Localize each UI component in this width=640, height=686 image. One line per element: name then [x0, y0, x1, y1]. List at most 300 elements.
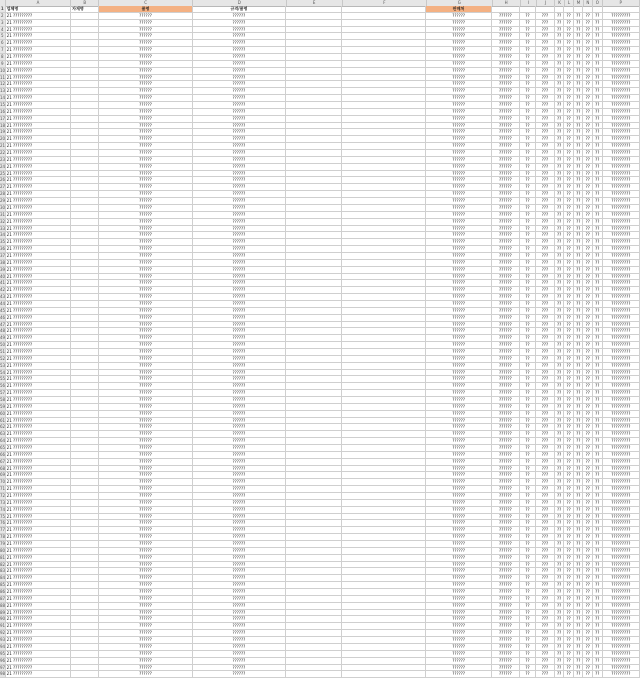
cell-a[interactable]: 21 ?????????: [6, 418, 71, 424]
cell-p[interactable]: ?????????: [603, 555, 640, 561]
cell-j[interactable]: ???: [536, 301, 555, 307]
cell-e[interactable]: [286, 514, 342, 520]
cell-a[interactable]: 21 ?????????: [6, 404, 71, 410]
cell-f[interactable]: [342, 596, 426, 602]
cell-a[interactable]: 21 ?????????: [6, 88, 71, 94]
cell-c[interactable]: ??????: [99, 370, 192, 376]
cell-g[interactable]: ??????: [426, 424, 491, 430]
cell-m[interactable]: ??: [574, 315, 584, 321]
cell-h[interactable]: ??????: [492, 328, 520, 334]
row-number[interactable]: 10: [0, 67, 6, 73]
cell-l[interactable]: ??: [564, 212, 574, 218]
cell-k[interactable]: ??: [555, 184, 565, 190]
cell-m[interactable]: ??: [574, 418, 584, 424]
cell-g[interactable]: ??????: [426, 383, 491, 389]
cell-j[interactable]: ???: [536, 322, 555, 328]
cell-a[interactable]: 21 ?????????: [6, 54, 71, 60]
cell-a[interactable]: 21 ?????????: [6, 171, 71, 177]
cell-e[interactable]: [286, 541, 342, 547]
cell-e[interactable]: [286, 671, 342, 677]
cell-g[interactable]: ??????: [426, 445, 491, 451]
cell-o[interactable]: ??: [593, 253, 603, 259]
cell-a[interactable]: 21 ?????????: [6, 671, 71, 677]
row-number[interactable]: 21: [0, 143, 6, 149]
cell-g[interactable]: ??????: [426, 150, 491, 156]
cell-m[interactable]: ??: [574, 479, 584, 485]
cell-b[interactable]: [71, 630, 99, 636]
cell-m[interactable]: ??: [574, 68, 584, 74]
cell-n[interactable]: ??: [583, 191, 593, 197]
cell-c[interactable]: ??????: [99, 610, 192, 616]
cell-p[interactable]: ?????????: [603, 27, 640, 33]
cell-i[interactable]: ??: [520, 232, 536, 238]
cell-l[interactable]: ??: [564, 33, 574, 39]
cell-h[interactable]: ??????: [492, 219, 520, 225]
cell-j[interactable]: ???: [536, 520, 555, 526]
cell-i[interactable]: ??: [520, 61, 536, 67]
cell-l[interactable]: ??: [564, 541, 574, 547]
cell-c[interactable]: ??????: [99, 589, 192, 595]
cell-j[interactable]: ???: [536, 500, 555, 506]
cell-n[interactable]: ??: [583, 33, 593, 39]
cell-i[interactable]: ??: [520, 644, 536, 650]
cell-f[interactable]: [342, 239, 426, 245]
cell-k[interactable]: ??: [555, 596, 565, 602]
cell-b[interactable]: [71, 308, 99, 314]
cell-o[interactable]: ??: [593, 548, 603, 554]
cell-g[interactable]: ??????: [426, 239, 491, 245]
cell-g[interactable]: ??????: [426, 390, 491, 396]
cell-c[interactable]: ??????: [99, 493, 192, 499]
row-number[interactable]: 43: [0, 294, 6, 300]
cell-j[interactable]: ???: [536, 226, 555, 232]
cell-j[interactable]: ???: [536, 164, 555, 170]
cell-n[interactable]: ??: [583, 603, 593, 609]
cell-g[interactable]: ??????: [426, 658, 491, 664]
cell-n[interactable]: ??: [583, 150, 593, 156]
cell-l[interactable]: ??: [564, 363, 574, 369]
cell-m[interactable]: ??: [574, 671, 584, 677]
cell-m[interactable]: ??: [574, 81, 584, 87]
header-cell-m[interactable]: [574, 6, 584, 12]
row-number[interactable]: 53: [0, 362, 6, 368]
row-number[interactable]: 56: [0, 383, 6, 389]
cell-g[interactable]: ??????: [426, 13, 491, 19]
cell-d[interactable]: ??????: [193, 356, 286, 362]
cell-c[interactable]: ??????: [99, 171, 192, 177]
cell-p[interactable]: ?????????: [603, 623, 640, 629]
cell-i[interactable]: ??: [520, 150, 536, 156]
cell-b[interactable]: [71, 445, 99, 451]
cell-o[interactable]: ??: [593, 479, 603, 485]
cell-d[interactable]: ??????: [193, 637, 286, 643]
cell-o[interactable]: ??: [593, 287, 603, 293]
cell-e[interactable]: [286, 644, 342, 650]
cell-c[interactable]: ??????: [99, 219, 192, 225]
cell-h[interactable]: ??????: [492, 651, 520, 657]
cell-l[interactable]: ??: [564, 280, 574, 286]
cell-d[interactable]: ??????: [193, 383, 286, 389]
cell-m[interactable]: ??: [574, 280, 584, 286]
cell-e[interactable]: [286, 383, 342, 389]
cell-a[interactable]: 21 ?????????: [6, 267, 71, 273]
cell-n[interactable]: ??: [583, 157, 593, 163]
cell-a[interactable]: 21 ?????????: [6, 637, 71, 643]
cell-h[interactable]: ??????: [492, 184, 520, 190]
cell-g[interactable]: ??????: [426, 280, 491, 286]
cell-i[interactable]: ??: [520, 260, 536, 266]
cell-a[interactable]: 21 ?????????: [6, 150, 71, 156]
cell-b[interactable]: [71, 582, 99, 588]
cell-i[interactable]: ??: [520, 665, 536, 671]
cell-f[interactable]: [342, 301, 426, 307]
cell-f[interactable]: [342, 47, 426, 53]
cell-n[interactable]: ??: [583, 500, 593, 506]
cell-l[interactable]: ??: [564, 616, 574, 622]
cell-a[interactable]: 21 ?????????: [6, 287, 71, 293]
cell-j[interactable]: ???: [536, 191, 555, 197]
cell-c[interactable]: ??????: [99, 150, 192, 156]
cell-l[interactable]: ??: [564, 370, 574, 376]
cell-a[interactable]: 21 ?????????: [6, 322, 71, 328]
cell-l[interactable]: ??: [564, 390, 574, 396]
cell-a[interactable]: 21 ?????????: [6, 555, 71, 561]
cell-d[interactable]: ??????: [193, 143, 286, 149]
cell-e[interactable]: [286, 184, 342, 190]
cell-p[interactable]: ?????????: [603, 411, 640, 417]
cell-c[interactable]: ??????: [99, 424, 192, 430]
header-cell-b[interactable]: 자재명: [71, 6, 99, 12]
row-number[interactable]: 69: [0, 472, 6, 478]
cell-o[interactable]: ??: [593, 226, 603, 232]
cell-l[interactable]: ??: [564, 27, 574, 33]
cell-d[interactable]: ??????: [193, 260, 286, 266]
cell-o[interactable]: ??: [593, 322, 603, 328]
cell-k[interactable]: ??: [555, 452, 565, 458]
cell-f[interactable]: [342, 527, 426, 533]
cell-l[interactable]: ??: [564, 75, 574, 81]
cell-j[interactable]: ???: [536, 212, 555, 218]
cell-n[interactable]: ??: [583, 260, 593, 266]
row-number[interactable]: 88: [0, 602, 6, 608]
cell-k[interactable]: ??: [555, 383, 565, 389]
cell-o[interactable]: ??: [593, 356, 603, 362]
column-header-m[interactable]: M: [574, 0, 583, 6]
cell-a[interactable]: 21 ?????????: [6, 596, 71, 602]
cell-i[interactable]: ??: [520, 143, 536, 149]
cell-m[interactable]: ??: [574, 534, 584, 540]
cell-k[interactable]: ??: [555, 219, 565, 225]
cell-j[interactable]: ???: [536, 651, 555, 657]
cell-m[interactable]: ??: [574, 445, 584, 451]
header-cell-e[interactable]: [286, 6, 342, 12]
cell-f[interactable]: [342, 260, 426, 266]
cell-i[interactable]: ??: [520, 253, 536, 259]
cell-c[interactable]: ??????: [99, 246, 192, 252]
cell-f[interactable]: [342, 665, 426, 671]
cell-o[interactable]: ??: [593, 370, 603, 376]
cell-o[interactable]: ??: [593, 205, 603, 211]
cell-f[interactable]: [342, 308, 426, 314]
row-number[interactable]: 27: [0, 184, 6, 190]
cell-o[interactable]: ??: [593, 150, 603, 156]
cell-n[interactable]: ??: [583, 54, 593, 60]
cell-m[interactable]: ??: [574, 129, 584, 135]
cell-i[interactable]: ??: [520, 315, 536, 321]
cell-h[interactable]: ??????: [492, 322, 520, 328]
header-cell-d[interactable]: 규격/품명: [193, 6, 286, 12]
cell-c[interactable]: ??????: [99, 260, 192, 266]
cell-g[interactable]: ??????: [426, 555, 491, 561]
cell-o[interactable]: ??: [593, 644, 603, 650]
cell-h[interactable]: ??????: [492, 507, 520, 513]
cell-f[interactable]: [342, 541, 426, 547]
cell-o[interactable]: ??: [593, 116, 603, 122]
cell-a[interactable]: 21 ?????????: [6, 143, 71, 149]
cell-i[interactable]: ??: [520, 424, 536, 430]
cell-h[interactable]: ??????: [492, 562, 520, 568]
cell-l[interactable]: ??: [564, 102, 574, 108]
cell-l[interactable]: ??: [564, 452, 574, 458]
cell-f[interactable]: [342, 287, 426, 293]
cell-b[interactable]: [71, 54, 99, 60]
cell-f[interactable]: [342, 177, 426, 183]
cell-l[interactable]: ??: [564, 136, 574, 142]
cell-l[interactable]: ??: [564, 143, 574, 149]
cell-a[interactable]: 21 ?????????: [6, 486, 71, 492]
cell-a[interactable]: 21 ?????????: [6, 658, 71, 664]
cell-e[interactable]: [286, 589, 342, 595]
cell-p[interactable]: ?????????: [603, 287, 640, 293]
cell-k[interactable]: ??: [555, 472, 565, 478]
cell-o[interactable]: ??: [593, 68, 603, 74]
cell-k[interactable]: ??: [555, 514, 565, 520]
cell-k[interactable]: ??: [555, 54, 565, 60]
cell-c[interactable]: ??????: [99, 548, 192, 554]
cell-o[interactable]: ??: [593, 109, 603, 115]
cell-j[interactable]: ???: [536, 81, 555, 87]
cell-b[interactable]: [71, 548, 99, 554]
cell-o[interactable]: ??: [593, 136, 603, 142]
cell-f[interactable]: [342, 562, 426, 568]
column-header-l[interactable]: L: [565, 0, 574, 6]
cell-j[interactable]: ???: [536, 575, 555, 581]
cell-o[interactable]: ??: [593, 541, 603, 547]
cell-k[interactable]: ??: [555, 20, 565, 26]
cell-b[interactable]: [71, 294, 99, 300]
cell-i[interactable]: ??: [520, 109, 536, 115]
cell-i[interactable]: ??: [520, 33, 536, 39]
cell-p[interactable]: ?????????: [603, 116, 640, 122]
cell-c[interactable]: ??????: [99, 349, 192, 355]
cell-i[interactable]: ??: [520, 431, 536, 437]
cell-b[interactable]: [71, 171, 99, 177]
cell-g[interactable]: ??????: [426, 232, 491, 238]
cell-h[interactable]: ??????: [492, 27, 520, 33]
cell-l[interactable]: ??: [564, 671, 574, 677]
row-number[interactable]: 7: [0, 47, 6, 53]
cell-i[interactable]: ??: [520, 575, 536, 581]
cell-c[interactable]: ??????: [99, 616, 192, 622]
cell-h[interactable]: ??????: [492, 486, 520, 492]
cell-i[interactable]: ??: [520, 651, 536, 657]
cell-f[interactable]: [342, 61, 426, 67]
cell-l[interactable]: ??: [564, 548, 574, 554]
cell-i[interactable]: ??: [520, 507, 536, 513]
cell-c[interactable]: ??????: [99, 294, 192, 300]
cell-i[interactable]: ??: [520, 459, 536, 465]
cell-j[interactable]: ???: [536, 260, 555, 266]
cell-e[interactable]: [286, 212, 342, 218]
cell-n[interactable]: ??: [583, 274, 593, 280]
cell-a[interactable]: 21 ?????????: [6, 390, 71, 396]
cell-e[interactable]: [286, 610, 342, 616]
cell-d[interactable]: ??????: [193, 596, 286, 602]
cell-k[interactable]: ??: [555, 33, 565, 39]
cell-n[interactable]: ??: [583, 246, 593, 252]
cell-e[interactable]: [286, 68, 342, 74]
cell-a[interactable]: 21 ?????????: [6, 335, 71, 341]
cell-n[interactable]: ??: [583, 212, 593, 218]
cell-d[interactable]: ??????: [193, 212, 286, 218]
column-header-f[interactable]: F: [343, 0, 427, 6]
cell-n[interactable]: ??: [583, 555, 593, 561]
cell-p[interactable]: ?????????: [603, 582, 640, 588]
cell-h[interactable]: ??????: [492, 466, 520, 472]
cell-p[interactable]: ?????????: [603, 548, 640, 554]
cell-p[interactable]: ?????????: [603, 109, 640, 115]
cell-f[interactable]: [342, 75, 426, 81]
cell-c[interactable]: ??????: [99, 527, 192, 533]
cell-i[interactable]: ??: [520, 116, 536, 122]
cell-c[interactable]: ??????: [99, 603, 192, 609]
cell-m[interactable]: ??: [574, 205, 584, 211]
cell-p[interactable]: ?????????: [603, 47, 640, 53]
cell-b[interactable]: [71, 644, 99, 650]
cell-e[interactable]: [286, 390, 342, 396]
cell-n[interactable]: ??: [583, 479, 593, 485]
cell-m[interactable]: ??: [574, 623, 584, 629]
row-number[interactable]: 6: [0, 40, 6, 46]
cell-m[interactable]: ??: [574, 383, 584, 389]
cell-m[interactable]: ??: [574, 452, 584, 458]
cell-h[interactable]: ??????: [492, 610, 520, 616]
cell-a[interactable]: 21 ?????????: [6, 253, 71, 259]
cell-d[interactable]: ??????: [193, 171, 286, 177]
cell-f[interactable]: [342, 328, 426, 334]
row-number[interactable]: 61: [0, 417, 6, 423]
header-cell-n[interactable]: [583, 6, 593, 12]
cell-h[interactable]: ??????: [492, 129, 520, 135]
cell-i[interactable]: ??: [520, 157, 536, 163]
cell-e[interactable]: [286, 328, 342, 334]
cell-p[interactable]: ?????????: [603, 424, 640, 430]
cell-f[interactable]: [342, 13, 426, 19]
cell-j[interactable]: ???: [536, 109, 555, 115]
cell-f[interactable]: [342, 191, 426, 197]
cell-c[interactable]: ??????: [99, 438, 192, 444]
cell-j[interactable]: ???: [536, 644, 555, 650]
row-number[interactable]: 49: [0, 335, 6, 341]
cell-m[interactable]: ??: [574, 376, 584, 382]
cell-a[interactable]: 21 ?????????: [6, 527, 71, 533]
cell-b[interactable]: [71, 47, 99, 53]
cell-c[interactable]: ??????: [99, 507, 192, 513]
cell-k[interactable]: ??: [555, 671, 565, 677]
cell-m[interactable]: ??: [574, 164, 584, 170]
cell-a[interactable]: 21 ?????????: [6, 342, 71, 348]
cell-k[interactable]: ??: [555, 397, 565, 403]
cell-i[interactable]: ??: [520, 274, 536, 280]
cell-o[interactable]: ??: [593, 40, 603, 46]
cell-e[interactable]: [286, 562, 342, 568]
cell-n[interactable]: ??: [583, 575, 593, 581]
cell-m[interactable]: ??: [574, 109, 584, 115]
cell-i[interactable]: ??: [520, 479, 536, 485]
cell-l[interactable]: ??: [564, 109, 574, 115]
cell-i[interactable]: ??: [520, 177, 536, 183]
cell-l[interactable]: ??: [564, 20, 574, 26]
cell-e[interactable]: [286, 287, 342, 293]
row-number[interactable]: 31: [0, 211, 6, 217]
cell-a[interactable]: 21 ?????????: [6, 568, 71, 574]
cell-m[interactable]: ??: [574, 40, 584, 46]
cell-j[interactable]: ???: [536, 274, 555, 280]
cell-h[interactable]: ??????: [492, 370, 520, 376]
cell-j[interactable]: ???: [536, 95, 555, 101]
cell-l[interactable]: ??: [564, 301, 574, 307]
cell-f[interactable]: [342, 102, 426, 108]
cell-e[interactable]: [286, 630, 342, 636]
row-number[interactable]: 57: [0, 390, 6, 396]
row-number[interactable]: 91: [0, 623, 6, 629]
cell-i[interactable]: ??: [520, 527, 536, 533]
cell-b[interactable]: [71, 136, 99, 142]
cell-e[interactable]: [286, 370, 342, 376]
cell-j[interactable]: ???: [536, 424, 555, 430]
cell-b[interactable]: [71, 219, 99, 225]
cell-i[interactable]: ??: [520, 466, 536, 472]
cell-m[interactable]: ??: [574, 438, 584, 444]
cell-g[interactable]: ??????: [426, 431, 491, 437]
cell-a[interactable]: 21 ?????????: [6, 274, 71, 280]
cell-j[interactable]: ???: [536, 376, 555, 382]
cell-c[interactable]: ??????: [99, 397, 192, 403]
cell-g[interactable]: ??????: [426, 363, 491, 369]
cell-o[interactable]: ??: [593, 61, 603, 67]
cell-p[interactable]: ?????????: [603, 315, 640, 321]
row-number[interactable]: 64: [0, 438, 6, 444]
row-number[interactable]: 97: [0, 664, 6, 670]
cell-m[interactable]: ??: [574, 472, 584, 478]
cell-n[interactable]: ??: [583, 431, 593, 437]
cell-a[interactable]: 21 ?????????: [6, 466, 71, 472]
row-number[interactable]: 50: [0, 342, 6, 348]
cell-j[interactable]: ???: [536, 541, 555, 547]
cell-h[interactable]: ??????: [492, 520, 520, 526]
cell-c[interactable]: ??????: [99, 472, 192, 478]
cell-e[interactable]: [286, 445, 342, 451]
cell-g[interactable]: ??????: [426, 651, 491, 657]
cell-c[interactable]: ??????: [99, 287, 192, 293]
row-number[interactable]: 8: [0, 54, 6, 60]
row-number[interactable]: 15: [0, 102, 6, 108]
cell-m[interactable]: ??: [574, 459, 584, 465]
row-number[interactable]: 85: [0, 582, 6, 588]
cell-o[interactable]: ??: [593, 219, 603, 225]
cell-f[interactable]: [342, 81, 426, 87]
cell-g[interactable]: ??????: [426, 616, 491, 622]
